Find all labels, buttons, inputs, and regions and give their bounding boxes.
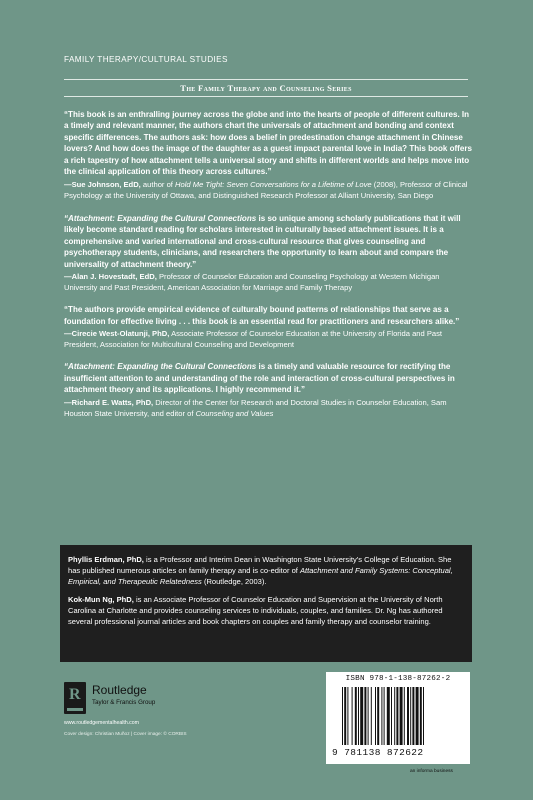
- author-name: Phyllis Erdman, PhD,: [68, 555, 144, 564]
- quote-text: is a timely and valuable resource for rectifying the insufficient attention to and understanding of the role and interaction of cross-cultural perspectives in attachment theory and its applications. I highly recommend it.”: [64, 362, 455, 395]
- publisher-block: [64, 682, 264, 762]
- series-title: The Family Therapy and Counseling Series: [180, 83, 352, 93]
- attribution-text: Professor of Counselor Education and Counseling Psychology at Western Michigan University and Past President, American Association for Marriage and Family Therapy: [64, 272, 440, 293]
- quote-text: is so unique among scholarly publications that it will likely become standard reading for scholars interested in culturally based attachment issues. It is a comprehensive and varied international and cross-cultural resource that gives counseling and psychotherapy students, clinicians, and researchers the opportunity to learn about and compare the universality of attachment theory.”: [64, 213, 461, 269]
- isbn-text: ISBN 978-1-138-87262-2: [345, 675, 451, 683]
- endorsement-quote: [64, 213, 472, 270]
- author-bio: [68, 594, 464, 627]
- endorsement: [64, 361, 472, 419]
- attribution-text: Associate Professor of Counselor Education at the University of Florida and Past President, Association for Multicultural Counseling and Development: [64, 329, 443, 350]
- logo-letter: R: [69, 686, 81, 703]
- author-name: Kok-Mun Ng, PhD,: [68, 595, 134, 605]
- book-title: Counseling and Values: [195, 408, 274, 418]
- bio-text: (Routledge, 2003).: [203, 577, 267, 587]
- endorsement-attribution: [64, 271, 472, 293]
- endorsement-quote: “The authors provide empirical evidence of culturally bound patterns of relationships that serve as a foundation for effective living . . . this book is an essential read for practitioners and researchers alike.”: [64, 305, 460, 326]
- endorsement: [64, 213, 472, 293]
- book-title: “Attachment: Expanding the Cultural Connections: [64, 362, 257, 372]
- author-bio: [68, 554, 464, 587]
- bio-text: is a Professor and Interim Dean in Washington State University’s College of Education. She has published numerous articles on family therapy and is co-editor of: [68, 555, 452, 576]
- endorsement: [64, 304, 472, 350]
- isbn-barcode: [326, 672, 470, 764]
- endorsement-quote: [64, 361, 472, 395]
- book-title: Hold Me Tight: Seven Conversations for a Lifetime of Love: [175, 179, 372, 189]
- endorsement-quote: “This book is an enthralling journey across the globe and into the hearts of people of different cultures. In a timely and relevant manner, the authors chart the universals of attachment and bonding and context specific differences. The authors ask: how does a belief in predestination change attachment in Chinese lovers? And how does the image of the daughter as a guest impact parental love in India? This book offers a rich tapestry of how attachment tells a universal story and shifts in different worlds and helps move into the clinical application of this theory across cultures.”: [64, 110, 472, 177]
- book-title: Attachment and Family Systems: Conceptual, Empirical, and Therapeutic Relatedness: [68, 566, 453, 587]
- informa-tagline: an informa business: [410, 769, 453, 774]
- endorser-name: —Sue Johnson, EdD,: [64, 179, 141, 189]
- publisher-url: www.routledgementalhealth.com: [64, 720, 139, 726]
- series-title-bar: [64, 79, 468, 97]
- attribution-text: (2008), Professor of Clinical Psychology at the University of Ottawa, and Distinguished Research Professor at Alliant University, San Diego: [64, 179, 468, 200]
- endorsements: [64, 109, 472, 430]
- publisher-name: Routledge: [92, 683, 147, 697]
- cover-credit: Cover design: Christian Muñoz | Cover image: © CORBIS: [64, 732, 187, 737]
- book-title: “Attachment: Expanding the Cultural Connections: [64, 213, 257, 223]
- barcode-icon: [340, 687, 456, 745]
- bio-text: is an Associate Professor of Counselor Education and Supervision at the University of North Carolina at Charlotte and provides counseling services to individuals, couples, and families. Dr. Ng has authored several professional journal articles and book chapters on couples and family therapy and counselor training.: [68, 595, 443, 627]
- routledge-logo-icon: [64, 682, 86, 714]
- publisher-subtitle: Taylor & Francis Group: [92, 699, 156, 706]
- endorsement-attribution: [64, 179, 472, 201]
- endorsement: [64, 109, 472, 201]
- endorsement-attribution: [64, 397, 472, 419]
- endorsement-attribution: [64, 328, 472, 350]
- category-label: FAMILY THERAPY/CULTURAL STUDIES: [64, 55, 228, 64]
- endorser-name: —Alan J. Hovestadt, EdD,: [64, 272, 157, 282]
- attribution-text: Director of the Center for Research and Doctoral Studies in Counselor Education, Sam Houston State University, and editor of: [64, 397, 447, 418]
- attribution-text: author of: [142, 179, 173, 189]
- endorser-name: —Cirecie West-Olatunji, PhD,: [64, 329, 170, 339]
- author-bios: [60, 545, 472, 662]
- endorser-name: —Richard E. Watts, PhD,: [64, 397, 154, 407]
- isbn-digits: 9 781138 872622: [332, 747, 424, 758]
